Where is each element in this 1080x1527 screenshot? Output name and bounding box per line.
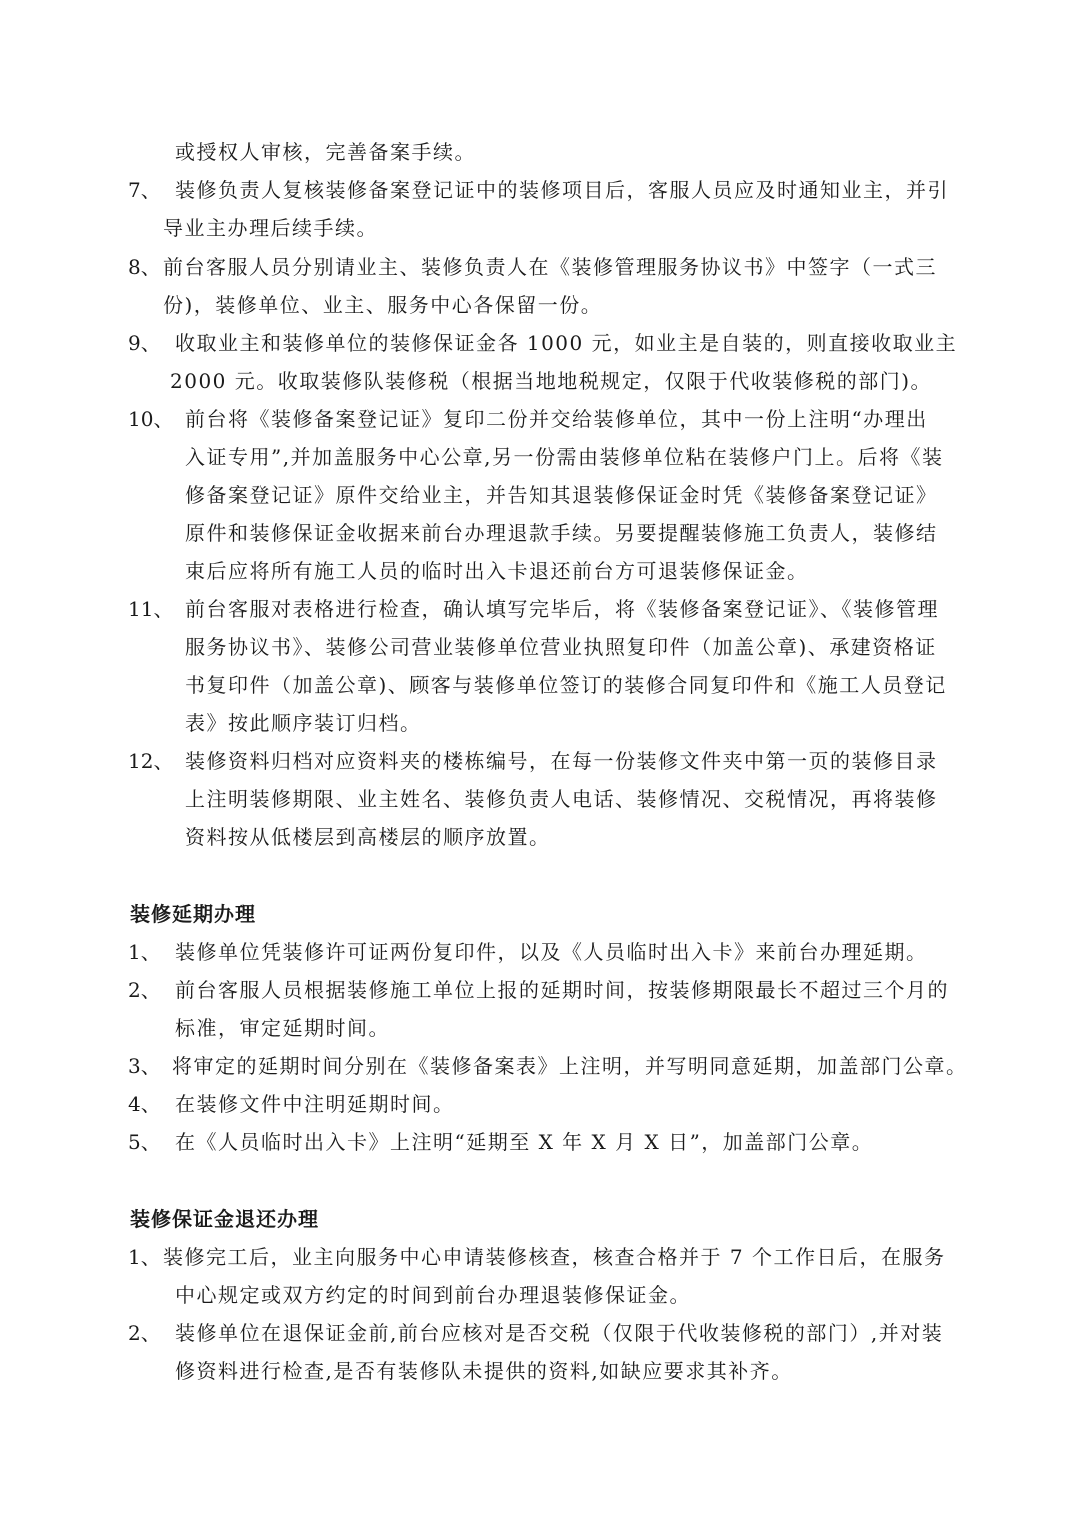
ext-item-4-line-1: 在装修文件中注明延期时间。 xyxy=(175,1092,455,1116)
ext-item-3-number: 3、 xyxy=(128,1054,161,1078)
item-10-line-4: 原件和装修保证金收据来前台办理退款手续。另要提醒装修施工负责人，装修结 xyxy=(185,521,938,545)
ext-item-2-line-1: 前台客服人员根据装修施工单位上报的延期时间，按装修期限最长不超过三个月的 xyxy=(175,978,949,1002)
ext-item-3-line-1: 将审定的延期时间分别在《装修备案表》上注明，并写明同意延期，加盖部门公章。 xyxy=(172,1054,968,1078)
refund-item-1-number: 1、 xyxy=(128,1245,161,1269)
item-7-line-2: 导业主办理后续手续。 xyxy=(163,216,378,240)
ext-item-5-line-1: 在《人员临时出入卡》上注明“延期至 X 年 X 月 X 日”，加盖部门公章。 xyxy=(175,1130,874,1154)
item-12-line-1: 装修资料归档对应资料夹的楼栋编号，在每一份装修文件夹中第一页的装修目录 xyxy=(185,749,938,773)
item-8-line-2: 份)，装修单位、业主、服务中心各保留一份。 xyxy=(163,293,603,317)
section-deposit-refund-heading: 装修保证金退还办理 xyxy=(130,1207,319,1231)
item-7-number: 7、 xyxy=(128,178,161,202)
item-6-line-2: 或授权人审核，完善备案手续。 xyxy=(175,140,476,164)
item-11-line-4: 表》按此顺序装订归档。 xyxy=(185,711,422,735)
refund-item-2-number: 2、 xyxy=(128,1321,161,1345)
item-11-line-1: 前台客服对表格进行检查，确认填写完毕后，将《装修备案登记证》、《装修管理 xyxy=(185,597,939,621)
item-10-line-1: 前台将《装修备案登记证》复印二份并交给装修单位，其中一份上注明“办理出 xyxy=(185,407,928,431)
item-10-line-5: 束后应将所有施工人员的临时出入卡退还前台方可退装修保证金。 xyxy=(185,559,809,583)
item-8-line-1: 前台客服人员分别请业主、装修负责人在《装修管理服务协议书》中签字（一式三 xyxy=(163,255,937,279)
ext-item-2-number: 2、 xyxy=(128,978,161,1002)
item-10-line-3: 修备案登记证》原件交给业主，并告知其退装修保证金时凭《装修备案登记证》 xyxy=(185,483,938,507)
item-10-line-2: 入证专用”,并加盖服务中心公章,另一份需由装修单位粘在装修户门上。后将《装 xyxy=(185,445,944,469)
ext-item-1-number: 1、 xyxy=(128,940,161,964)
item-9-number: 9、 xyxy=(128,331,161,355)
item-12-number: 12、 xyxy=(128,749,174,773)
item-9-line-2: 2000 元。收取装修队装修税（根据当地地税规定，仅限于代收装修税的部门)。 xyxy=(170,369,933,393)
refund-item-2-line-2: 修资料进行检查,是否有装修队未提供的资料,如缺应要求其补齐。 xyxy=(175,1359,793,1383)
item-12-line-3: 资料按从低楼层到高楼层的顺序放置。 xyxy=(185,825,551,849)
item-11-line-2: 服务协议书》、装修公司营业装修单位营业执照复印件（加盖公章)、承建资格证 xyxy=(185,635,937,659)
section-extension-heading: 装修延期办理 xyxy=(130,902,256,926)
item-10-number: 10、 xyxy=(128,407,174,431)
refund-item-1-line-1: 装修完工后，业主向服务中心申请装修核查，核查合格并于 7 个工作日后，在服务 xyxy=(163,1245,946,1269)
refund-item-2-line-1: 装修单位在退保证金前,前台应核对是否交税（仅限于代收装修税的部门）,并对装 xyxy=(175,1321,944,1345)
item-8-number: 8、 xyxy=(128,255,161,279)
ext-item-4-number: 4、 xyxy=(128,1092,161,1116)
item-12-line-2: 上注明装修期限、业主姓名、装修负责人电话、装修情况、交税情况，再将装修 xyxy=(185,787,938,811)
item-9-line-1: 收取业主和装修单位的装修保证金各 1000 元，如业主是自装的，则直接收取业主 xyxy=(175,331,958,355)
item-11-number: 11、 xyxy=(128,597,174,621)
item-7-line-1: 装修负责人复核装修备案登记证中的装修项目后，客服人员应及时通知业主，并引 xyxy=(175,178,949,202)
refund-item-1-line-2: 中心规定或双方约定的时间到前台办理退装修保证金。 xyxy=(175,1283,691,1307)
ext-item-1-line-1: 装修单位凭装修许可证两份复印件，以及《人员临时出入卡》来前台办理延期。 xyxy=(175,940,928,964)
ext-item-2-line-2: 标准，审定延期时间。 xyxy=(175,1016,390,1040)
item-11-line-3: 书复印件（加盖公章)、顾客与装修单位签订的装修合同复印件和《施工人员登记 xyxy=(185,673,947,697)
ext-item-5-number: 5、 xyxy=(128,1130,161,1154)
